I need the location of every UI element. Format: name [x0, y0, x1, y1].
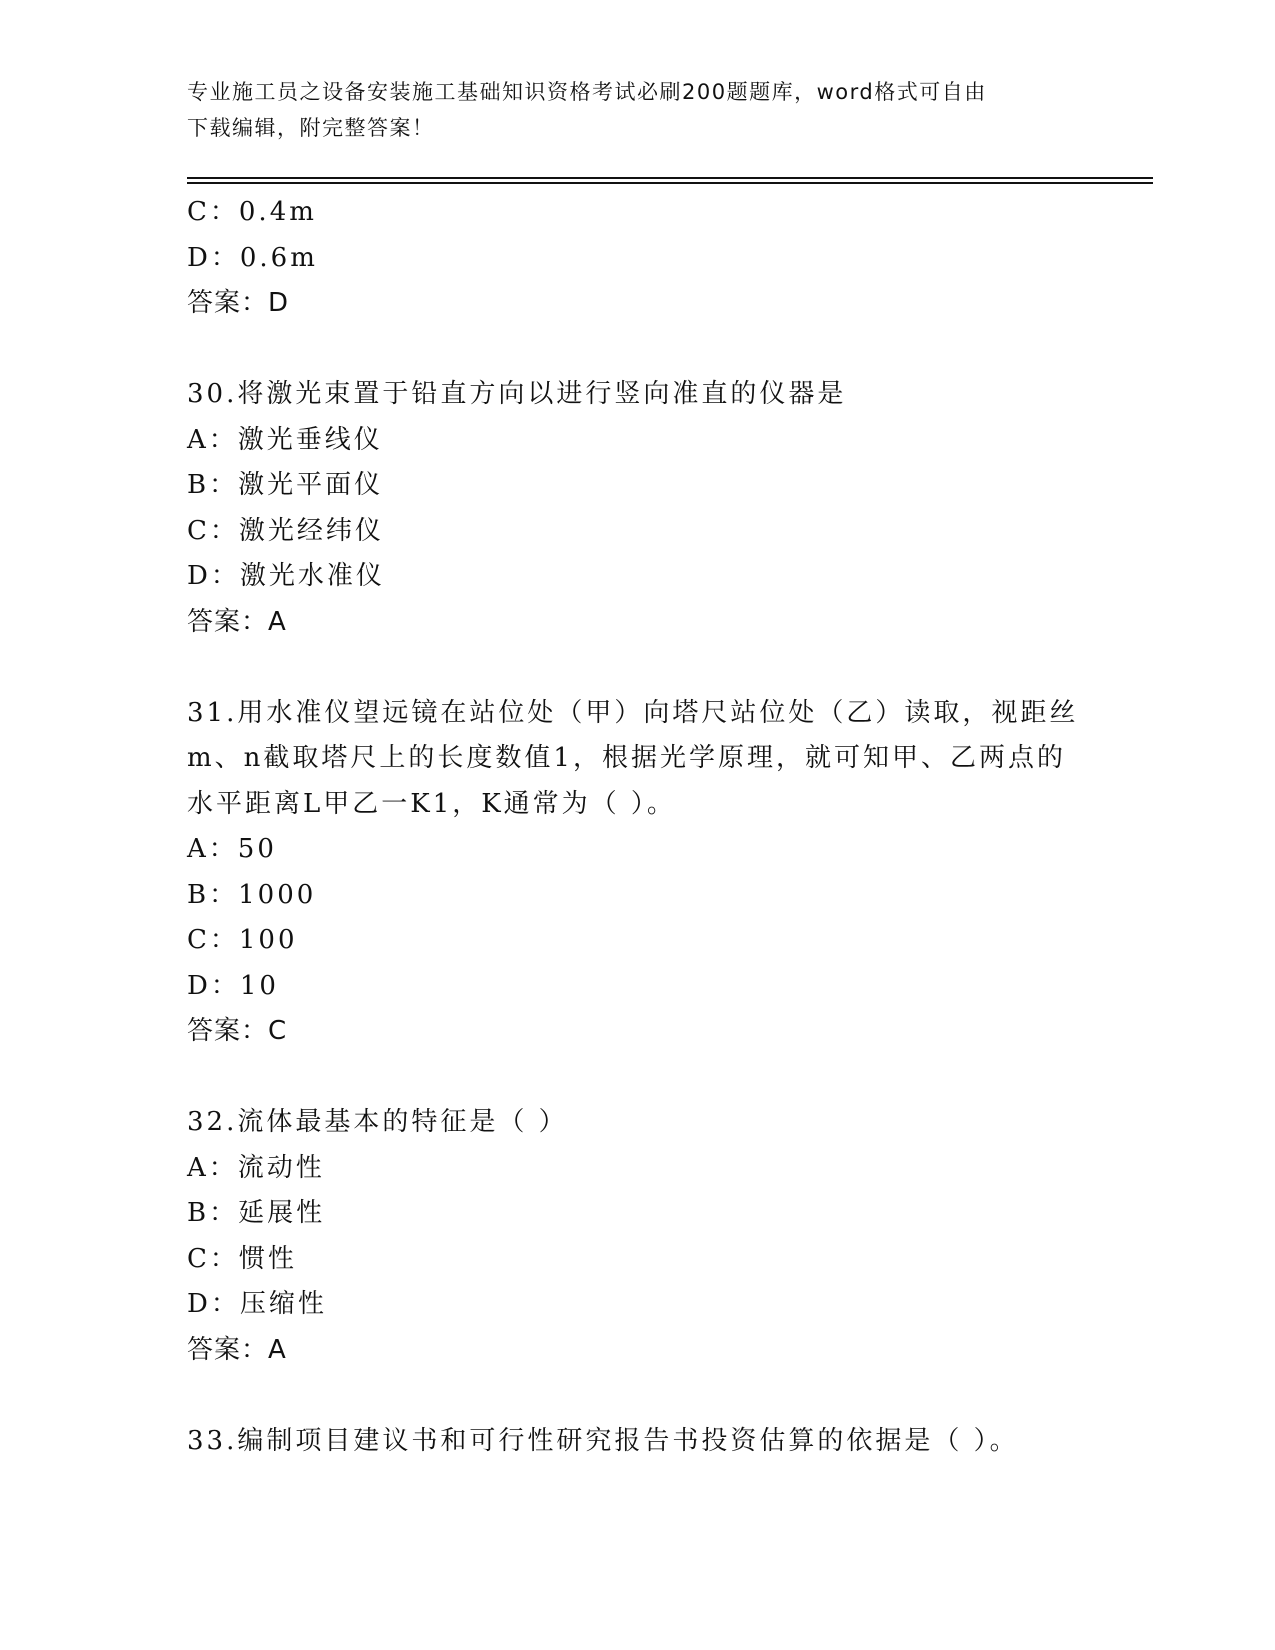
q31-option-a: A：50	[187, 834, 277, 864]
q32-option-c: C：惯性	[187, 1243, 297, 1274]
q32-option-a: A：流动性	[187, 1152, 325, 1183]
spacer	[187, 645, 1117, 691]
q29-option-c: C：0.4m	[187, 197, 317, 227]
q29-answer: 答案：D	[187, 288, 290, 318]
q33-stem: 33.编制项目建议书和可行性研究报告书投资估算的依据是（ ）。	[187, 1425, 1019, 1456]
q31-stem-line-2: m、n截取塔尺上的长度数值1，根据光学原理，就可知甲、乙两点的	[187, 743, 1066, 773]
header-rule-top	[187, 177, 1153, 179]
q31-stem-line-1: 31.用水准仪望远镜在站位处（甲）向塔尺站位处（乙）读取，视距丝	[187, 697, 1079, 728]
document-header	[187, 74, 1087, 146]
q30-stem: 30.将激光束置于铅直方向以进行竖向准直的仪器是	[187, 379, 847, 409]
q29-option-d: D：0.6m	[187, 242, 318, 273]
header-rule-bottom	[187, 182, 1153, 184]
spacer	[187, 1373, 1117, 1419]
q31-stem-line-3: 水平距离L甲乙一K1，K通常为（ ）。	[187, 788, 676, 819]
q30-answer: 答案：A	[187, 606, 287, 637]
q31-option-b: B：1000	[187, 879, 317, 910]
spacer	[187, 1055, 1117, 1101]
q30-option-c: C：激光经纬仪	[187, 515, 384, 546]
q32-option-b: B：延展性	[187, 1198, 326, 1228]
q32-answer: 答案：A	[187, 1334, 287, 1365]
q30-option-d: D：激光水准仪	[187, 561, 385, 591]
spacer	[187, 327, 1117, 373]
q32-stem: 32.流体最基本的特征是（ ）	[187, 1107, 568, 1137]
header-line-1: 专业施工员之设备安装施工基础知识资格考试必刷200题题库，word格式可自由	[187, 80, 987, 104]
question-list	[187, 190, 1117, 1464]
q31-option-c: C：100	[187, 925, 298, 955]
q30-option-b: B：激光平面仪	[187, 470, 384, 500]
q32-option-d: D：压缩性	[187, 1289, 327, 1319]
q31-option-d: D：10	[187, 970, 279, 1001]
header-line-2: 下载编辑，附完整答案！	[187, 116, 435, 140]
q30-option-a: A：激光垂线仪	[187, 424, 383, 455]
q31-answer: 答案：C	[187, 1016, 288, 1046]
